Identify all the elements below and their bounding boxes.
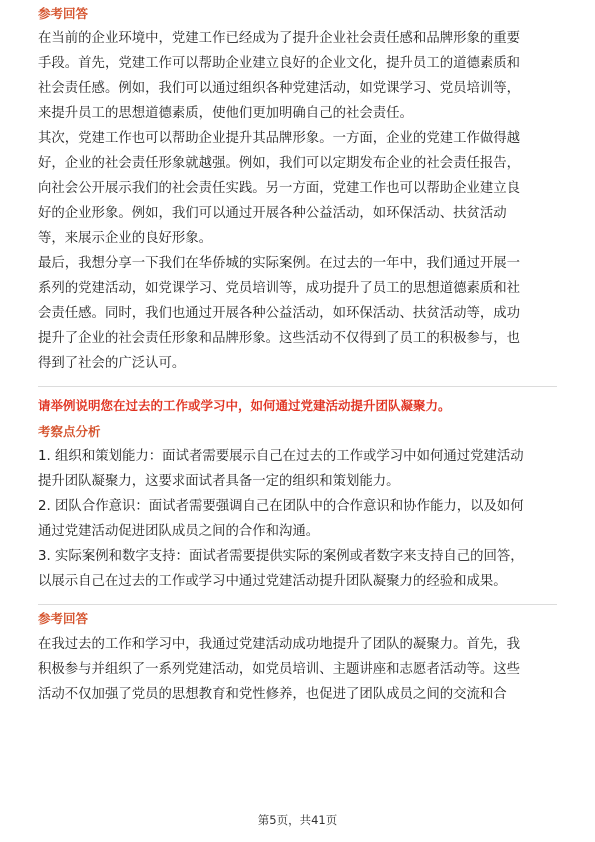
paragraph-line: 积极参与并组织了一系列党建活动，如党员培训、主题讲座和志愿者活动等。这些: [38, 662, 521, 677]
analysis-line: 2. 团队合作意识：面试者需要强调自己在团队中的合作意识和协作能力，以及如何: [38, 499, 524, 514]
paragraph-line: 手段。首先，党建工作可以帮助企业建立良好的企业文化，提升员工的道德素质和: [38, 56, 521, 71]
paragraph-line: 向社会公开展示我们的社会责任实践。另一方面，党建工作也可以帮助企业建立良: [38, 181, 521, 196]
paragraph-line: 活动不仅加强了党员的思想教育和党性修养，也促进了团队成员之间的交流和合: [38, 687, 507, 702]
paragraph-line: 得到了社会的广泛认可。: [38, 356, 186, 371]
analysis-line: 以展示自己在过去的工作或学习中通过党建活动提升团队凝聚力的经验和成果。: [38, 574, 507, 589]
analysis-line: 1. 组织和策划能力：面试者需要展示自己在过去的工作或学习中如何通过党建活动: [38, 449, 524, 464]
paragraph-line: 会责任感。同时，我们也通过开展各种公益活动，如环保活动、扶贫活动等，成功: [38, 306, 521, 321]
paragraph-line: 其次，党建工作也可以帮助企业提升其品牌形象。一方面，企业的党建工作做得越: [38, 131, 521, 146]
section-heading-reference-answer: 参考回答: [38, 6, 89, 21]
section-heading-analysis: 考察点分析: [38, 424, 101, 439]
analysis-line: 3. 实际案例和数字支持：面试者需要提供实际的案例或者数字来支持自己的回答，: [38, 549, 524, 564]
section-divider: [38, 604, 557, 605]
analysis-line: 通过党建活动促进团队成员之间的合作和沟通。: [38, 524, 320, 539]
paragraph-line: 在当前的企业环境中，党建工作已经成为了提升企业社会责任感和品牌形象的重要: [38, 31, 521, 46]
analysis-line: 提升团队凝聚力，这要求面试者具备一定的组织和策划能力。: [38, 474, 400, 489]
paragraph-line: 好，企业的社会责任形象就越强。例如，我们可以定期发布企业的社会责任报告，: [38, 156, 521, 171]
paragraph-line: 提升了企业的社会责任形象和品牌形象。这些活动不仅得到了员工的积极参与，也: [38, 331, 521, 346]
page-number-footer: 第5页，共41页: [257, 813, 338, 827]
paragraph-line: 社会责任感。例如，我们可以通过组织各种党建活动，如党课学习、党员培训等，: [38, 81, 521, 96]
paragraph-line: 系列的党建活动，如党课学习、党员培训等，成功提升了员工的思想道德素质和社: [38, 281, 521, 296]
paragraph-line: 来提升员工的思想道德素质，使他们更加明确自己的社会责任。: [38, 106, 413, 121]
paragraph-line: 等，来展示企业的良好形象。: [38, 231, 213, 246]
section-heading-reference-answer: 参考回答: [38, 611, 89, 626]
interview-question: 请举例说明您在过去的工作或学习中，如何通过党建活动提升团队凝聚力。: [38, 398, 451, 413]
section-divider: [38, 386, 557, 387]
paragraph-line: 在我过去的工作和学习中，我通过党建活动成功地提升了团队的凝聚力。首先，我: [38, 637, 521, 652]
paragraph-line: 好的企业形象。例如，我们可以通过开展各种公益活动，如环保活动、扶贫活动: [38, 206, 507, 221]
paragraph-line: 最后，我想分享一下我们在华侨城的实际案例。在过去的一年中，我们通过开展一: [38, 256, 521, 271]
